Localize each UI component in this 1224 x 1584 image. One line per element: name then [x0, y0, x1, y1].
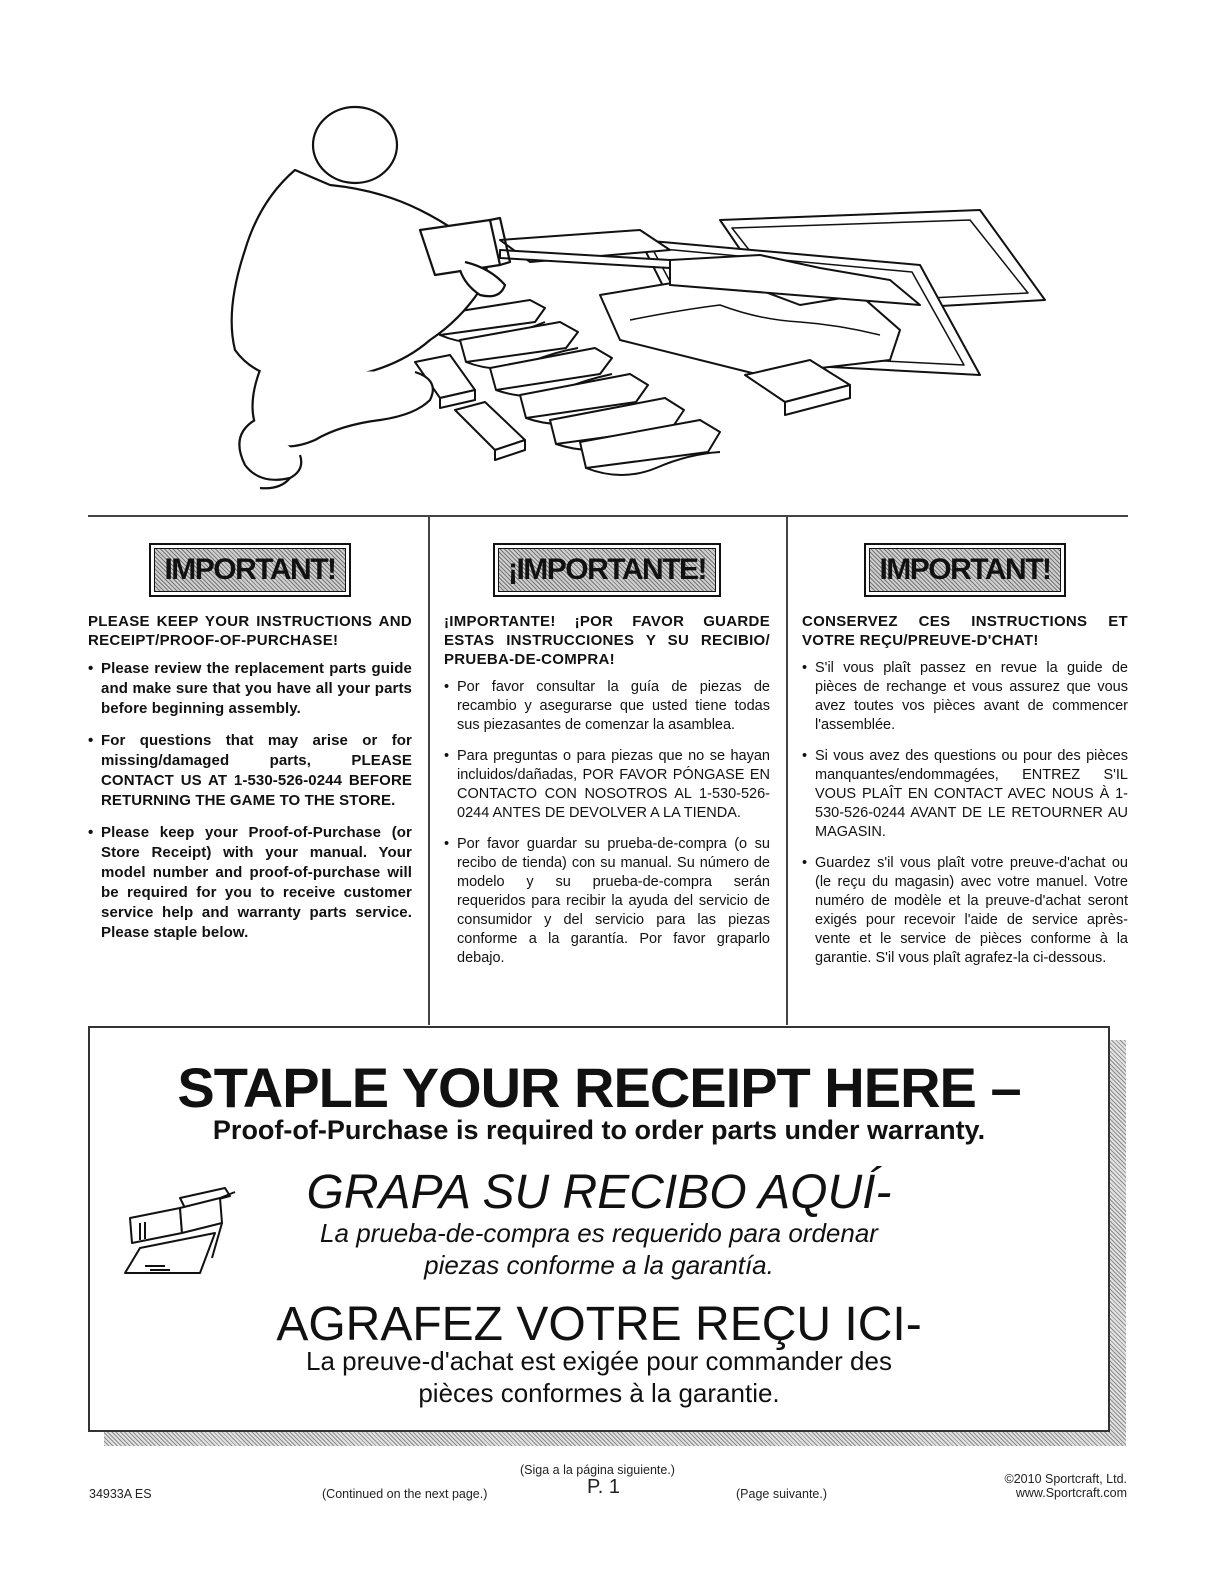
staple-title-es: GRAPA SU RECIBO AQUÍ-: [306, 1166, 892, 1219]
important-badge: [149, 543, 350, 597]
importante-badge: [493, 543, 721, 597]
list-item: • Si vous avez des questions ou pour des pièces manquantes/endommagées, ENTREZ S'IL VOUS PLAÎT EN CONTACT AVEC NOUS À 1-530-526-0244 AVANT DE LE RETOURNER AU MAGASIN.: [802, 747, 1128, 842]
website-link[interactable]: www.Sportcraft.com: [1015, 1486, 1127, 1500]
staple-receipt-box: [88, 1026, 1110, 1432]
staple-subtitle-fr-line2: pièces conformes à la garantie.: [418, 1378, 780, 1408]
page-number: P. 1: [587, 1476, 620, 1498]
staple-title-en: STAPLE YOUR RECEIPT HERE –: [177, 1056, 1021, 1119]
instruction-list: [444, 678, 770, 968]
badge-label: IMPORTANT!: [164, 553, 336, 586]
column-spanish: [430, 517, 788, 1025]
assembly-parts-illustration: [200, 90, 1080, 500]
list-item: • Por favor consultar la guía de piezas de recambio y asegurarse que usted tiene todas sus piezasantes de comenzar la asamblea.: [444, 678, 770, 735]
column-english: [88, 517, 430, 1025]
model-number: 34933A ES: [89, 1487, 152, 1501]
column-french: [788, 517, 1128, 1025]
staple-title-fr: AGRAFEZ VOTRE REÇU ICI-: [276, 1298, 922, 1351]
list-item: • Guardez s'il vous plaît votre preuve-d'achat ou (le reçu du magasin) avec votre manuel. Votre numéro de modèle et la preuve-d'achat seront exigés pour recevoir l'aide de service après-vente et le service de pièces conforme à la garantie. S'il vous plaît agrafez-la ci-dessous.: [802, 854, 1128, 968]
list-item: • For questions that may arise or for missing/damaged parts, PLEASE CONTACT US AT 1-530-526-0244 BEFORE RETURNING THE GAME TO THE STORE.: [88, 731, 412, 811]
continued-note-en: (Continued on the next page.): [322, 1487, 488, 1501]
instruction-list: [802, 659, 1128, 968]
copyright: ©2010 Sportcraft, Ltd.: [1004, 1472, 1127, 1486]
column-heading: CONSERVEZ CES INSTRUCTIONS ET VOTRE REÇU/PREUVE-D'CHAT!: [802, 613, 1128, 649]
list-item: • Por favor guardar su prueba-de-compra (o su recibo de tienda) con su manual. Su número de modelo y su prueba-de-compra serán requeridos para recibir la ayuda del servicio de consumidor y del servicio para las piezas conforme a la garantía. Por favor graparlo debajo.: [444, 835, 770, 968]
staple-subtitle-es-line2: piezas conforme a la garantía.: [424, 1250, 774, 1280]
list-item: • Please keep your Proof-of-Purchase (or Store Receipt) with your manual. Your model number and proof-of-purchase will be required for you to receive customer service help and warranty parts service. Please staple below.: [88, 823, 412, 943]
column-heading: PLEASE KEEP YOUR INSTRUCTIONS AND RECEIPT/PROOF-OF-PURCHASE!: [88, 613, 412, 649]
badge-label: IMPORTANT!: [879, 553, 1051, 586]
instruction-list: [88, 659, 412, 943]
staple-subtitle-en: Proof-of-Purchase is required to order parts under warranty.: [212, 1115, 986, 1145]
important-badge-fr: [864, 543, 1065, 597]
column-heading: ¡IMPORTANTE! ¡POR FAVOR GUARDE ESTAS INSTRUCCIONES Y SU RECIBIO/ PRUEBA-DE-COMPRA!: [444, 613, 770, 668]
list-item: • Para preguntas o para piezas que no se hayan incluidos/dañadas, POR FAVOR PÓNGASE EN CONTACTO CON NOSOTROS AL 1-530-526-0244 ANTES DE DEVOLVER A LA TIENDA.: [444, 747, 770, 823]
staple-subtitle-fr-line1: La preuve-d'achat est exigée pour commander des: [306, 1346, 892, 1376]
badge-label: ¡IMPORTANTE!: [507, 553, 707, 586]
staple-subtitle-es-line1: La prueba-de-compra es requerido para ordenar: [320, 1218, 878, 1248]
list-item: • S'il vous plaît passez en revue la guide de pièces de rechange et vous assurez que vous avez toutes vos pièces avant de commencer l'assemblée.: [802, 659, 1128, 735]
continued-note-es: (Siga a la página siguiente.): [520, 1463, 675, 1477]
list-item: • Please review the replacement parts guide and make sure that you have all your parts before beginning assembly.: [88, 659, 412, 719]
continued-note-fr: (Page suivante.): [736, 1487, 828, 1501]
